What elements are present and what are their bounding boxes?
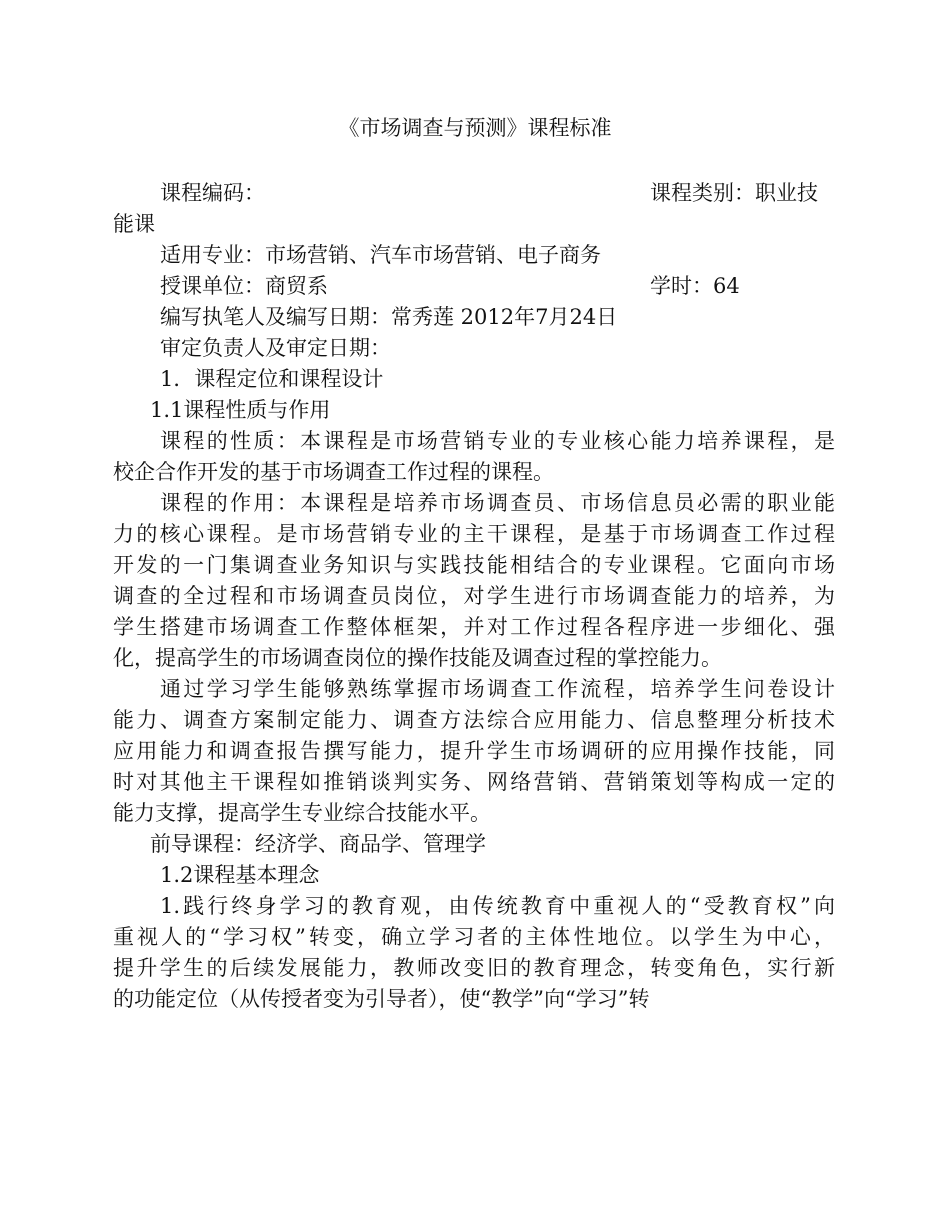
course-type-label: 课程类别：职业技 [650, 181, 818, 205]
paragraph-line: 课程的作用：本课程是培养市场调查员、市场信息员必需的职业能 [160, 491, 835, 515]
paragraph-line: 能力、调查方案制定能力、调查方法综合应用能力、信息整理分析技术 [113, 708, 835, 732]
paragraph-line: 校企合作开发的基于市场调查工作过程的课程。 [113, 460, 554, 484]
unit-label: 授课单位：商贸系 [160, 274, 328, 298]
author-line: 编写执笔人及编写日期：常秀莲 2012年7月24日 [160, 305, 618, 329]
section-heading: 1．课程定位和课程设计 [160, 367, 384, 391]
paragraph-line: 力的核心课程。是市场营销专业的主干课程，是基于市场调查工作过程 [113, 522, 835, 546]
major-line: 适用专业：市场营销、汽车市场营销、电子商务 [160, 243, 601, 267]
paragraph-line: 1.践行终身学习的教育观，由传统教育中重视人的“受教育权”向 [160, 894, 835, 918]
subsection-heading-1-1: 1.1课程性质与作用 [150, 398, 331, 422]
subsection-heading-1-2: 1.2课程基本理念 [160, 863, 320, 887]
reviewer-line: 审定负责人及审定日期： [160, 336, 391, 360]
course-type-continuation: 能课 [113, 212, 155, 236]
paragraph-line: 化，提高学生的市场调查岗位的操作技能及调查过程的掌控能力。 [113, 646, 722, 670]
page-title: 《市场调查与预测》课程标准 [338, 116, 612, 140]
unit-line [113, 271, 835, 302]
paragraph-line: 重视人的“学习权”转变，确立学习者的主体性地位。以学生为中心， [113, 925, 835, 949]
paragraph-line: 开发的一门集调查业务知识与实践技能相结合的专业课程。它面向市场 [113, 553, 835, 577]
paragraph-line: 时对其他主干课程如推销谈判实务、网络营销、营销策划等构成一定的 [113, 770, 835, 794]
paragraph-line: 调查的全过程和市场调查员岗位，对学生进行市场调查能力的培养，为 [113, 584, 835, 608]
paragraph-line: 能力支撑，提高学生专业综合技能水平。 [113, 801, 491, 825]
paragraph-line: 课程的性质：本课程是市场营销专业的专业核心能力培养课程，是 [160, 429, 835, 453]
course-code-label: 课程编码： [160, 181, 265, 205]
course-code-line [113, 178, 835, 209]
paragraph-line: 学生搭建市场调查工作整体框架，并对工作过程各程序进一步细化、强 [113, 615, 835, 639]
hours-label: 学时：64 [650, 274, 740, 298]
paragraph-line: 通过学习学生能够熟练掌握市场调查工作流程，培养学生问卷设计 [160, 677, 835, 701]
prerequisite-line: 前导课程：经济学、商品学、管理学 [150, 832, 486, 856]
document-body [113, 178, 835, 1015]
paragraph-line: 的功能定位（从传授者变为引导者），使“教学”向“学习”转 [113, 987, 650, 1011]
paragraph-line: 提升学生的后续发展能力，教师改变旧的教育理念，转变角色，实行新 [113, 956, 835, 980]
paragraph-line: 应用能力和调查报告撰写能力，提升学生市场调研的应用操作技能，同 [113, 739, 835, 763]
